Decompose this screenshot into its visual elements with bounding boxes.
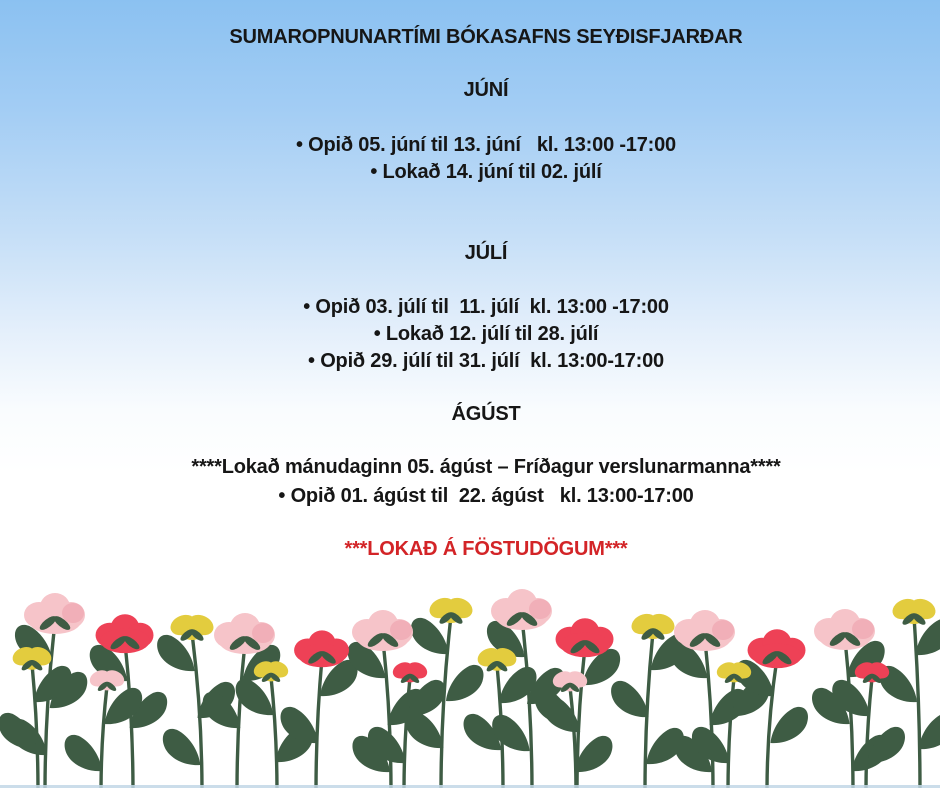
poster-title: SUMAROPNUNARTÍMI BÓKASAFNS SEYÐISFJARÐAR: [229, 26, 743, 48]
closed-fridays-notice: ***LOKAÐ Á FÖSTUDÖGUM***: [344, 538, 628, 560]
july-hours-line-1: • Opið 03. júlí til 11. júlí kl. 13:00 -17:00: [303, 296, 669, 318]
section-header-august: ÁGÚST: [451, 403, 521, 425]
flower-meadow-illustration: [0, 572, 940, 788]
july-hours-line-2: • Opið 29. júlí til 31. júlí kl. 13:00-17:00: [308, 350, 664, 372]
august-hours-line: • Opið 01. ágúst til 22. ágúst kl. 13:00-17:00: [278, 485, 694, 507]
august-holiday-line: ****Lokað mánudaginn 05. ágúst – Fríðagur verslunarmanna****: [191, 456, 781, 478]
july-closed-line: • Lokað 12. júlí til 28. júlí: [373, 323, 599, 345]
section-header-july: JÚLÍ: [464, 242, 508, 264]
june-hours-line: • Opið 05. júní til 13. júní kl. 13:00 -17:00: [296, 134, 676, 156]
section-header-june: JÚNÍ: [463, 79, 509, 101]
june-closed-line: • Lokað 14. júní til 02. júlí: [370, 161, 602, 183]
